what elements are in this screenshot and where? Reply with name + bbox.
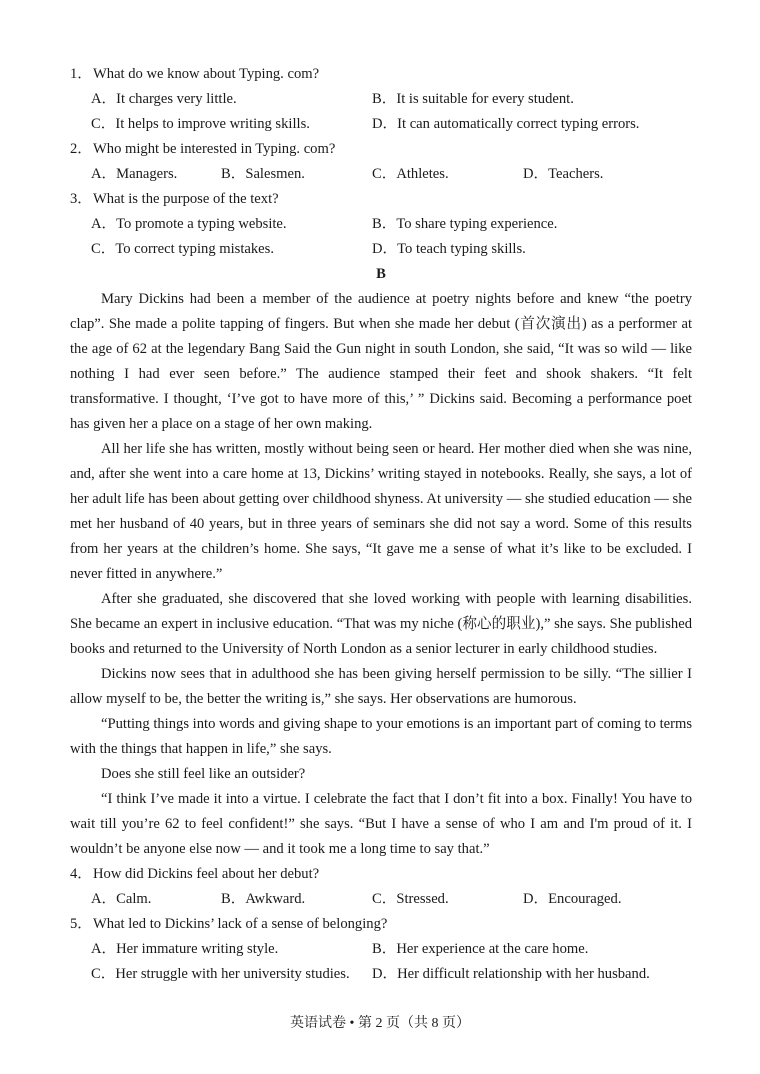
- question-2: [70, 137, 692, 162]
- option-row: [70, 112, 692, 137]
- option-b: B．Her experience at the care home.: [372, 941, 589, 957]
- question-number: 4．: [70, 866, 92, 882]
- option-c: C．It helps to improve writing skills.: [91, 116, 310, 132]
- option-c: C．Athletes.: [372, 166, 449, 182]
- option-row: [70, 162, 692, 187]
- question-text: What do we know about Typing. com?: [93, 66, 320, 82]
- exam-page: [70, 62, 692, 987]
- option-row: [70, 937, 692, 962]
- option-row: [70, 962, 692, 987]
- passage-paragraph: All her life she has written, mostly without being seen or heard. Her mother died when she was nine, and, after she went into a care home at 13, Dickins’ writing stayed in notebooks. Really, she says, a lot of her adult life has been about getting over childhood shyness. At university — she studied education — she met her husband of 40 years, but in three years of seminars she did not say a word. Some of this results from her years at the children’s home. She says, “It gave me a sense of what it’s like to be excluded. I never fitted in anywhere.”: [70, 441, 692, 582]
- option-row: [70, 212, 692, 237]
- option-d: D．To teach typing skills.: [372, 241, 526, 257]
- option-b: B．Salesmen.: [221, 166, 305, 182]
- option-c: C．To correct typing mistakes.: [91, 241, 274, 257]
- passage-paragraph: Does she still feel like an outsider?: [101, 766, 306, 782]
- option-b: B．Awkward.: [221, 891, 306, 907]
- passage-paragraph: After she graduated, she discovered that she loved working with people with learning disabilities. She became an expert in inclusive education. “That was my niche (称心的职业),” she says. She published books and returned to the University of North London as a senior lecturer in early childhood studies.: [70, 591, 692, 657]
- question-number: 1．: [70, 66, 92, 82]
- passage-paragraph: “I think I’ve made it into a virtue. I celebrate the fact that I don’t fit into a box. Finally! You have to wait till you’re 62 to feel confident!” she says. “But I have a sense of who I am and I'm proud of it. I wouldn’t be anyone else now — and it took me a long time to say that.”: [70, 791, 692, 857]
- option-d: D．Teachers.: [523, 166, 604, 182]
- option-row: [70, 237, 692, 262]
- question-3: [70, 187, 692, 212]
- question-4: [70, 862, 692, 887]
- option-a: A．To promote a typing website.: [91, 216, 287, 232]
- option-a: A．It charges very little.: [91, 91, 237, 107]
- option-a: A．Her immature writing style.: [91, 941, 279, 957]
- option-row: [70, 87, 692, 112]
- page-footer: 英语试卷 • 第 2 页（共 8 页）: [290, 1016, 470, 1031]
- question-text: How did Dickins feel about her debut?: [93, 866, 320, 882]
- section-heading: B: [376, 266, 386, 282]
- option-c: C．Stressed.: [372, 891, 449, 907]
- question-number: 5．: [70, 916, 92, 932]
- passage-paragraph: Dickins now sees that in adulthood she has been giving herself permission to be silly. “The sillier I allow myself to be, the better the writing is,” she says. Her observations are humorous.: [70, 666, 692, 707]
- option-b: B．It is suitable for every student.: [372, 91, 574, 107]
- passage-paragraph: “Putting things into words and giving shape to your emotions is an important part of coming to terms with the things that happen in life,” she says.: [70, 716, 692, 757]
- question-number: 3．: [70, 191, 92, 207]
- question-number: 2．: [70, 141, 92, 157]
- option-b: B．To share typing experience.: [372, 216, 558, 232]
- question-5: [70, 912, 692, 937]
- question-1: [70, 62, 692, 87]
- option-d: D．It can automatically correct typing errors.: [372, 116, 640, 132]
- question-text: What is the purpose of the text?: [93, 191, 279, 207]
- question-text: Who might be interested in Typing. com?: [93, 141, 336, 157]
- option-d: D．Encouraged.: [523, 891, 622, 907]
- option-d: D．Her difficult relationship with her husband.: [372, 966, 650, 982]
- option-a: A．Calm.: [91, 891, 152, 907]
- option-a: A．Managers.: [91, 166, 178, 182]
- passage-paragraph: Mary Dickins had been a member of the audience at poetry nights before and knew “the poetry clap”. She made a polite tapping of fingers. But when she made her debut (首次演出) as a performer at the age of 62 at the legendary Bang Said the Gun night in south London, she said, “It was so wild — like nothing I had ever seen before.” The audience stamped their feet and shook shakers. “It felt transformative. I thought, ‘I’ve got to have more of this,’ ” Dickins said. Becoming a performance poet has given her a place on a stage of her own making.: [70, 291, 692, 432]
- passage: [70, 287, 692, 862]
- option-c: C．Her struggle with her university studies.: [91, 966, 350, 982]
- option-row: [70, 887, 692, 912]
- question-text: What led to Dickins’ lack of a sense of belonging?: [93, 916, 388, 932]
